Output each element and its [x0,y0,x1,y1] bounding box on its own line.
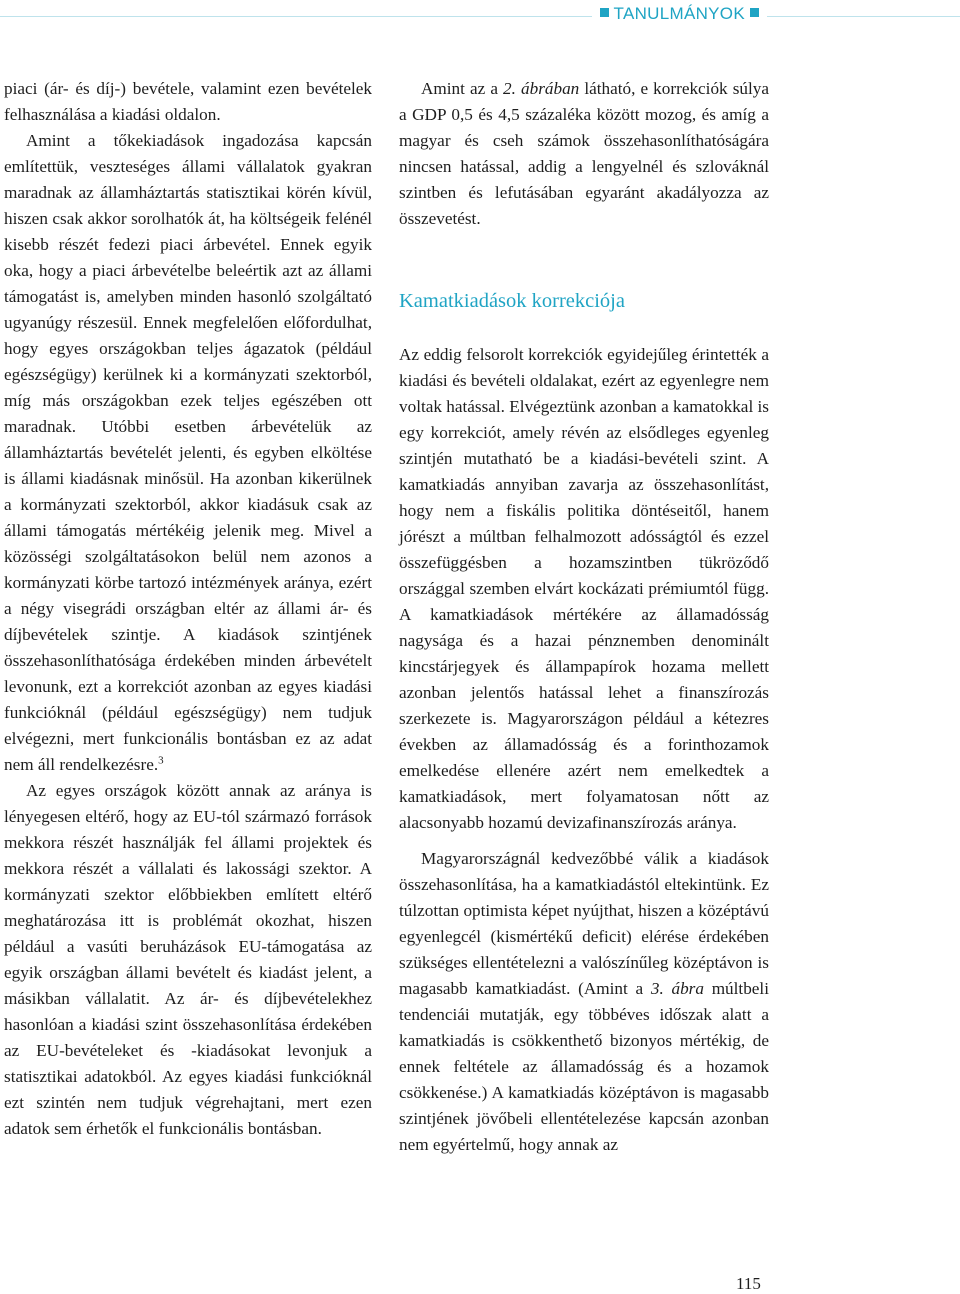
square-bullet-icon [750,8,759,17]
right-column [399,76,769,1158]
figure-ref: 3. ábra [650,979,704,998]
paragraph-text: Amint az a [421,79,504,98]
paragraph-text: látható, e korrekciók súlya a GDP 0,5 és 4,5 százaléka között mozog, és amíg a magyar és cseh számok összehasonlíthatóságára nincsen hatással, addig a lengyelnél és szlováknál szintben és lefutásában egyaránt akadályozza az összevetést. [399,79,769,228]
paragraph: Az eddig felsorolt korrekciók egyidejűleg érintették a kiadási és bevételi oldalakat, ezért az egyenlegre nem voltak hatással. Elvégeztünk azonban a kamatokkal is egy korrekciót, amely révén az elsődleges egyenleg szintjén mutatható be a kiadási-bevételi szint. A kamatkiadás annyiban zavarja az összehasonlítást, hogy nem a fiskális politika döntéseitől, hanem jórészt a múltban felhalmozott adósságtól és ezzel összefüggésben a hozamszintben tükröződő országgal szemben elvárt kockázati prémiumtól függ. A kamatkiadások mértékére az államadósság nagysága és a hazai pénznemben denominált kincstárjegyek és állampapírok hozama mellett azonban jelentős hatással lehet a finanszírozás szerkezete is. Magyarországon például a kétezres években az államadósság és a forinthozamok emelkedése ellenére azért nem emelkedtek a kamatkiadások, mert folyamatosan nőtt az alacsonyabb hozamú devizafinanszírozás aránya. [399,345,769,832]
section-label [592,3,767,25]
paragraph-text: múltbeli tendenciái mutatják, egy többéves időszak alatt a kamatkiadás is csökkenthető bizonyos mértékig, de ennek feltétele az államadósság és a hozamok csökkenése.) A kamatkiadás középtávon is magasabb szintjének jövőbeli ellentételezése kapcsán azonban nem egyértelmű, hogy annak az [399,979,769,1154]
header-rule [0,16,960,17]
page-number: 115 [736,1274,761,1293]
figure-ref: 2. ábrában [503,79,580,98]
left-column [4,76,372,1142]
running-header [0,0,960,32]
section-heading: Kamatkiadások korrekciója [399,290,625,312]
paragraph [399,846,769,1158]
square-bullet-icon [600,8,609,17]
paragraph-text: Amint a tőkekiadások ingadozása kapcsán említettük, veszteséges állami vállalatok gyakran maradnak az államháztartás statisztikai körén kívül, hiszen csak akkor sorolhatók át, ha költségeik felénél kisebb részét fedezi piaci árbevétel. Ennek egyik oka, hogy a piaci árbevételbe beleértik azt az állami támogatást is, amelyben minden hasonló szolgáltató ugyanúgy részesül. Ennek megfelelően előfordulhat, hogy egyes országokban teljes ágazatok (például egészségügy) kerülnek ki a kormányzati szektorból, míg más országokban ezek teljes egészében ott maradnak. Utóbbi esetben árbevételük az államháztartás bevételét jelenti, és egyben elköltése is állami kiadásnak minősül. Ha azonban kikerülnek a kormányzati szektorból, akkor kiadásuk csak az állami támogatás mértékéig jelenik meg. Mivel a közösségi szolgáltatásokon belül nem azonos a kormányzati körbe tartozó intézmények aránya, ezért a négy visegrádi országban eltér az állami ár- és díjbevételek szintje. A kiadások szintjének összehasonlíthatósága érdekében minden árbevételt levonunk, ezt a korrekciót azonban az egyes kiadási funkcióknál (például egészségügy) nem tudjuk elvégezni, mert funkcionális bontásban ez az adat nem áll rendelkezésre. [4,131,372,774]
paragraph [399,76,769,232]
section-label-text: TANULMÁNYOK [613,4,745,23]
paragraph: piaci (ár- és díj-) bevétele, valamint ezen bevételek felhasználása a kiadási oldalon. [4,79,372,124]
footnote-ref: 3 [158,754,164,767]
paragraph: Az egyes országok között annak az aránya is lényegesen eltérő, hogy az EU-tól származó források mekkora részét használják fel állami projektek és mekkora részét a vállalati és lakossági szektor. A kormányzati szektor előbbiekben említett eltérő meghatározása itt is problémát okozhat, hiszen például a vasúti beruházások EU-támogatása az egyik országban állami bevételt és kiadást jelent, a másikban vállalatit. Az ár- és díjbevételekhez hasonlóan a kiadási szint összehasonlítása érdekében az EU-bevételeket és -kiadásokat levonjuk a statisztikai adatokból. Az egyes kiadási funkcióknál ezt szintén nem tudjuk végrehajtani, mert ezen adatok sem érhetők el funkcionális bontásban. [4,781,372,1138]
paragraph [4,128,372,778]
paragraph-text: Magyarországnál kedvezőbbé válik a kiadások összehasonlítása, ha a kamatkiadástól eltekintünk. Ez túlzottan optimista képet nyújthat, hiszen a középtávú egyenlegcél (kismértékű deficit) elérése érdekében szükséges ellentételezni a valószínűleg középtávon is magasabb kamatkiadást. (Amint a [399,849,769,998]
